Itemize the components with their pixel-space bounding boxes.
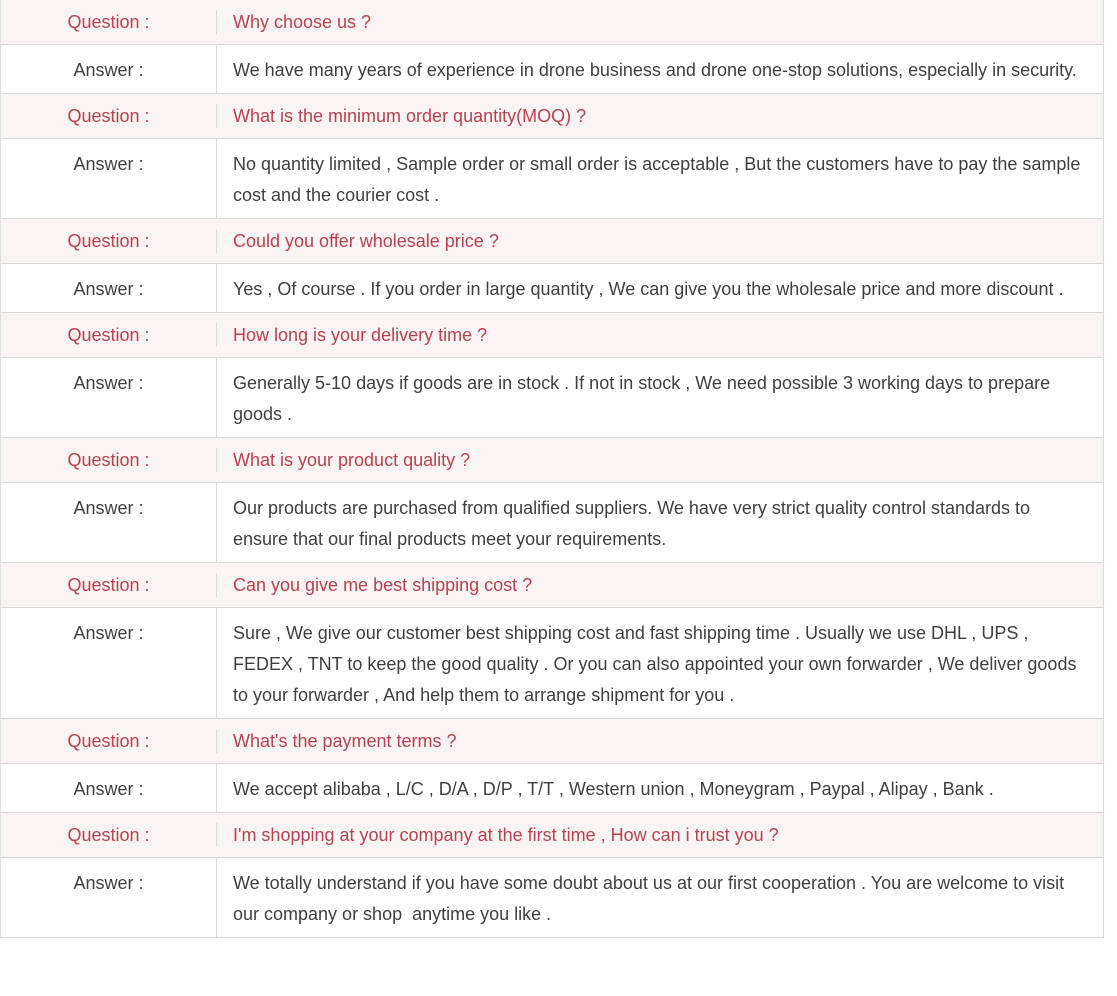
answer-label: Answer :	[1, 608, 217, 718]
question-label: Question :	[1, 448, 217, 472]
answer-text: We totally understand if you have some doubt about us at our first cooperation . You are welcome to visit our company or shop anytime you like .	[233, 873, 1070, 924]
answer-text: Sure , We give our customer best shipping cost and fast shipping time . Usually we use DHL , UPS , FEDEX , TNT to keep the good quality . Or you can also appointed your own forwarder , We deliver goods to your forwarder , And help them to arrange shipment for you .	[233, 623, 1082, 705]
faq-answer-row-5	[1, 483, 1103, 563]
answer-text: Our products are purchased from qualified suppliers. We have very strict quality control standards to ensure that our final products meet your requirements.	[233, 498, 1036, 549]
answer-text: We have many years of experience in drone business and drone one-stop solutions, especially in security.	[233, 60, 1077, 80]
question-label: Question :	[1, 229, 217, 253]
faq-answer-row-2	[1, 139, 1103, 219]
answer-label: Answer :	[1, 139, 217, 218]
answer-label: Answer :	[1, 858, 217, 937]
faq-question-row-4	[1, 313, 1103, 358]
faq-question-row-8	[1, 813, 1103, 858]
faq-answer-row-7	[1, 764, 1103, 813]
answer-label: Answer :	[1, 358, 217, 437]
faq-question-row-5	[1, 438, 1103, 483]
faq-question-row-3	[1, 219, 1103, 264]
answer-text: Yes , Of course . If you order in large quantity , We can give you the wholesale price and more discount .	[233, 279, 1064, 299]
question-text: What's the payment terms ?	[233, 731, 457, 751]
question-label: Question :	[1, 104, 217, 128]
question-label: Question :	[1, 323, 217, 347]
question-text: I'm shopping at your company at the first time , How can i trust you ?	[233, 825, 779, 845]
question-text: Why choose us ?	[233, 12, 372, 32]
answer-text: Generally 5-10 days if goods are in stock . If not in stock , We need possible 3 working days to prepare goods .	[233, 373, 1056, 424]
faq-answer-row-8	[1, 858, 1103, 938]
faq-question-row-2	[1, 94, 1103, 139]
question-text: Could you offer wholesale price ?	[233, 231, 499, 251]
question-text: What is the minimum order quantity(MOQ) ?	[233, 106, 587, 126]
faq-question-row-7	[1, 719, 1103, 764]
question-label: Question :	[1, 10, 217, 34]
faq-answer-row-1	[1, 45, 1103, 94]
question-label: Question :	[1, 729, 217, 753]
answer-label: Answer :	[1, 264, 217, 312]
answer-label: Answer :	[1, 764, 217, 812]
question-text: What is your product quality ?	[233, 450, 471, 470]
faq-answer-row-3	[1, 264, 1103, 313]
question-label: Question :	[1, 573, 217, 597]
answer-label: Answer :	[1, 483, 217, 562]
question-label: Question :	[1, 823, 217, 847]
faq-question-row-1	[1, 0, 1103, 45]
answer-label: Answer :	[1, 45, 217, 93]
answer-text: We accept alibaba , L/C , D/A , D/P , T/T , Western union , Moneygram , Paypal , Alipay , Bank .	[233, 779, 994, 799]
faq-answer-row-6	[1, 608, 1103, 719]
faq-answer-row-4	[1, 358, 1103, 438]
question-text: How long is your delivery time ?	[233, 325, 488, 345]
faq-question-row-6	[1, 563, 1103, 608]
question-text: Can you give me best shipping cost ?	[233, 575, 533, 595]
answer-text: No quantity limited , Sample order or small order is acceptable , But the customers have to pay the sample cost and the courier cost .	[233, 154, 1086, 205]
